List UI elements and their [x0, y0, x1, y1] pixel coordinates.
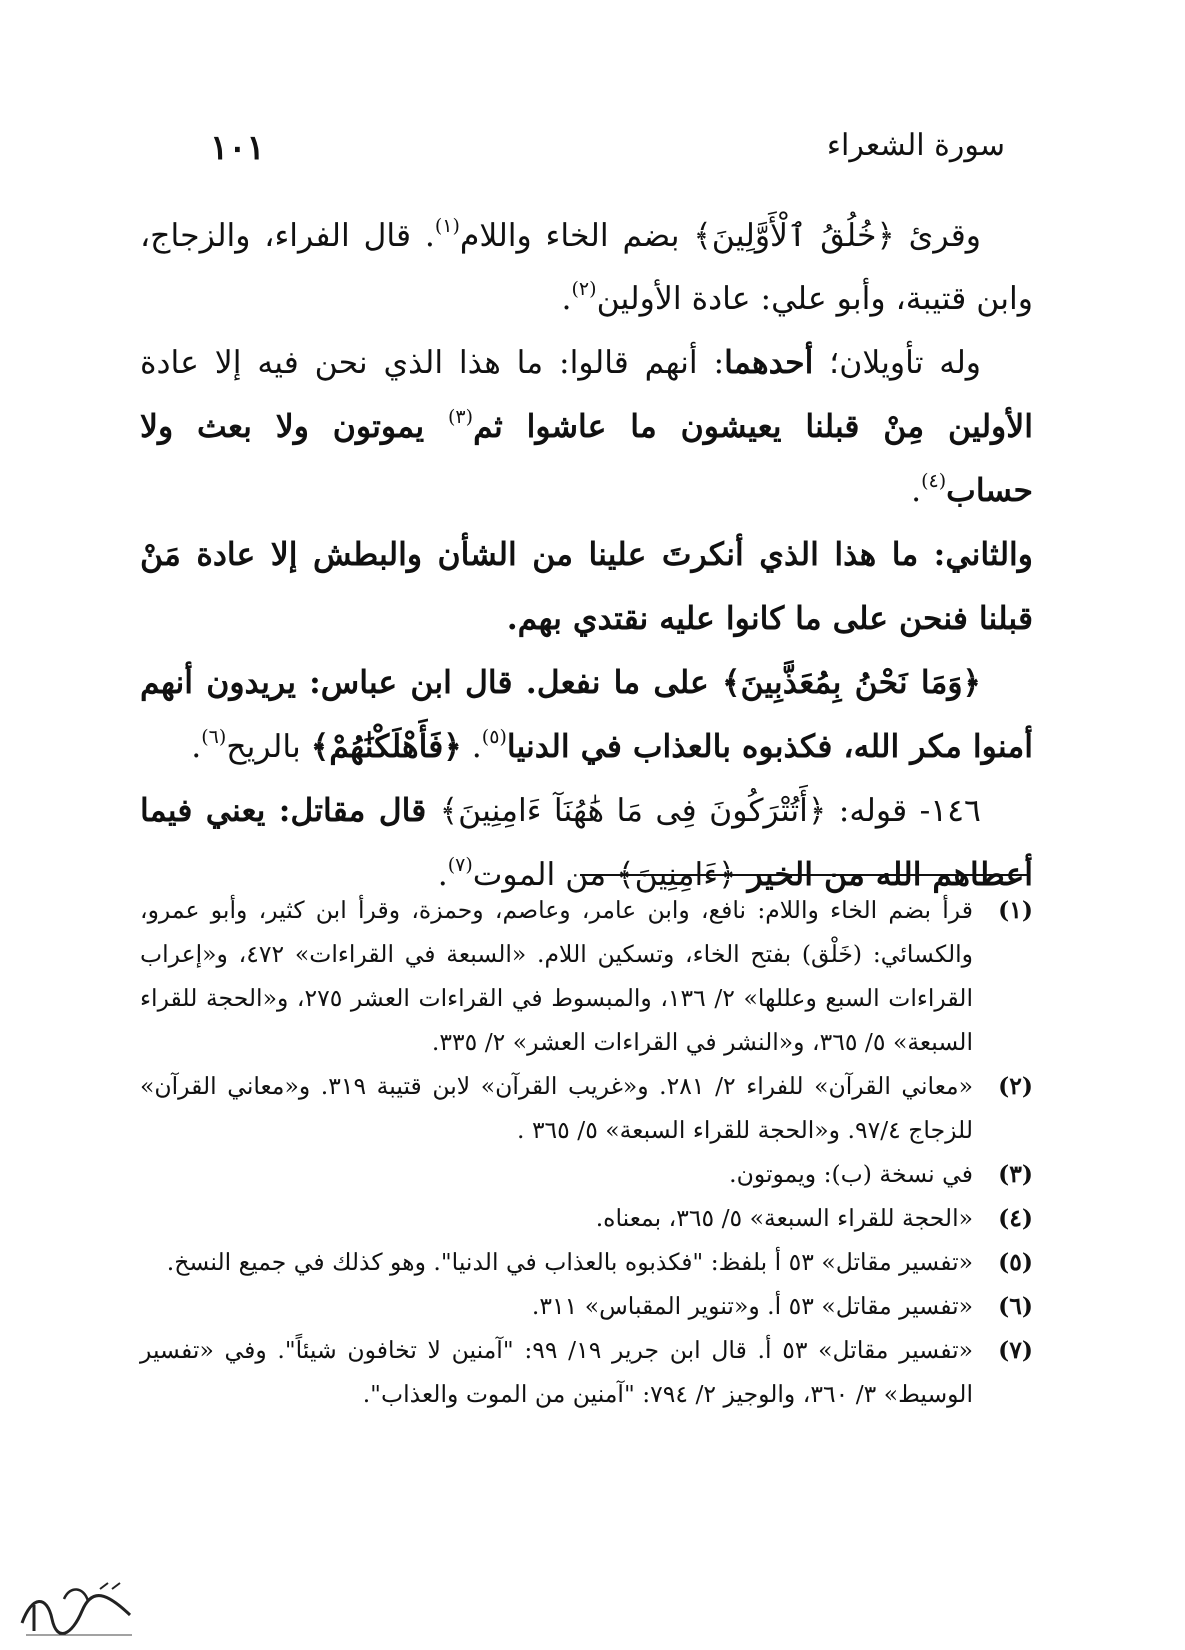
text-run: على ما نفعل. قال ابن عباس: يريدون أنهم أمنوا: [140, 664, 1033, 765]
text-run: أعطاهم الله من الخير: [736, 856, 1033, 893]
footnote-ref-6[interactable]: (٦): [201, 726, 227, 748]
footnote-3: [140, 1152, 1033, 1196]
footnote-6: [140, 1284, 1033, 1328]
footnote-ref-1[interactable]: (١): [434, 215, 460, 237]
footnote-text: «الحجة للقراء السبعة» ٥/ ٣٦٥، بمعناه.: [595, 1204, 973, 1232]
footnote-number: (٣): [998, 1160, 1033, 1188]
second-interpretation-label: والثاني: [945, 536, 1033, 573]
verse-number: ١٤٦-: [907, 793, 981, 829]
footnote-number: (٥): [998, 1248, 1033, 1276]
text-run: بضم الخاء واللام: [459, 218, 694, 254]
text-run: من الموت: [472, 857, 617, 893]
running-head: [210, 128, 1005, 178]
footnote-number: (١): [998, 896, 1033, 924]
footnote-text: «معاني القرآن» للفراء ٢/ ٢٨١. و«غريب القرآن» لابن قتيبة ٣١٩. و«معاني القرآن» للزجاج ٩٧/٤. و«الحجة للقراء السبعة» ٥/ ٣٦٥ .: [140, 1072, 973, 1144]
main-text: [140, 205, 1033, 907]
text-run: : ما هذا الذي أنكرتَ علينا من الشأن والبطش إلا عادة مَنْ قبلنا: [140, 536, 1033, 637]
text-run: .: [461, 729, 482, 765]
footnote-ref-4[interactable]: (٤): [921, 470, 947, 492]
page-number: ١٠١: [210, 128, 265, 168]
footnote-4: [140, 1196, 1033, 1240]
text-run: قوله:: [826, 793, 908, 829]
text-run: .: [561, 281, 572, 317]
footnote-ref-2[interactable]: (٢): [571, 278, 597, 300]
footnote-text: «تفسير مقاتل» ٥٣ أ بلفظ: "فكذبوه بالعذاب في الدنيا". وهو كذلك في جميع النسخ.: [166, 1248, 973, 1276]
paragraph-3: [140, 523, 1033, 651]
text-run: يموتون ولا بعث ولا حساب: [140, 408, 1033, 509]
footnote-number: (٢): [998, 1072, 1033, 1100]
footnote-number: (٧): [998, 1336, 1033, 1364]
text-run: بالريح: [226, 729, 311, 765]
footnote-1: [140, 888, 1033, 1064]
paragraph-1: [140, 205, 1033, 331]
paragraph-4: [140, 651, 1033, 779]
first-interpretation-label: أحدهما: [724, 344, 814, 381]
surah-title: سورة الشعراء: [826, 128, 1005, 163]
text-run: . قال الفراء، والزجاج، وابن قتيبة، وأبو علي: عادة الأولين: [140, 218, 1033, 317]
footnote-ref-3[interactable]: (٣): [448, 406, 474, 428]
text-run: مكر الله، فكذبوه بالعذاب في الدنيا: [506, 728, 962, 765]
footnote-separator: [580, 874, 1030, 876]
footnotes: [140, 888, 1033, 1416]
text-run: وله تأويلان؛: [813, 345, 982, 381]
quran-quote: ﴿أَتُتْرَكُونَ فِى مَا هَٰهُنَآ ءَامِنِينَ﴾: [439, 793, 827, 829]
text-run: .: [437, 857, 448, 893]
text-run: .: [191, 729, 202, 765]
text-run: فنحن على ما كانوا عليه نقتدي بهم.: [506, 600, 968, 637]
footnote-ref-5[interactable]: (٥): [481, 726, 507, 748]
footnote-2: [140, 1064, 1033, 1152]
text-run: قال مقاتل: يعني فيما: [140, 792, 440, 829]
paragraph-2: [140, 331, 1033, 523]
text-run: وقرئ: [894, 218, 981, 254]
footnote-7: [140, 1328, 1033, 1416]
footnote-5: [140, 1240, 1033, 1284]
text-run: .: [911, 473, 922, 509]
footnote-text: «تفسير مقاتل» ٥٣ أ. قال ابن جرير ١٩/ ٩٩: "آمنين لا تخافون شيئاً". وفي «تفسير الوسيط» ٣/ ٣٦٠، والوجيز ٢/ ٧٩٤: "آمنين من الموت والعذاب".: [140, 1336, 974, 1408]
footnote-number: (٤): [998, 1204, 1033, 1232]
footnote-text: في نسخة (ب): ويموتون.: [729, 1160, 973, 1188]
text-run: : أنهم قالوا: ما هذا الذي نحن فيه إلا عادة: [140, 345, 725, 381]
text-run: الأولين مِنْ قبلنا يعيشون ما عاشوا ثم: [473, 408, 1033, 445]
quran-quote: ﴿وَمَا نَحْنُ بِمُعَذَّبِينَ﴾: [721, 664, 981, 701]
watermark-stamp-logo: [12, 1575, 142, 1641]
footnote-text: قرأ بضم الخاء واللام: نافع، وابن عامر، وعاصم، وحمزة، وقرأ ابن كثير، وأبو عمرو، والكسائي: (خَلْق) بفتح الخاء، وتسكين اللام. «السبعة في القراءات» ٤٧٢، و«إعراب القراءات السبع وعللها» ٢/ ١٣٦، والمبسوط في القراءات العشر ٢٧٥، و«الحجة للقراء السبعة» ٥/ ٣٦٥، و«النشر في القراءات العشر» ٢/ ٣٣٥.: [140, 896, 974, 1056]
quran-quote: ﴿ءَامِنِينَ﴾: [616, 857, 737, 893]
footnote-number: (٦): [998, 1292, 1033, 1320]
quran-quote: ﴿خُلُقُ ٱلْأَوَّلِينَ﴾: [693, 218, 895, 254]
footnote-ref-7[interactable]: (٧): [447, 854, 473, 876]
quran-quote: ﴿فَأَهْلَكْنَٰهُمْ﴾: [310, 728, 462, 765]
footnote-text: «تفسير مقاتل» ٥٣ أ. و«تنوير المقباس» ٣١١.: [531, 1292, 973, 1320]
